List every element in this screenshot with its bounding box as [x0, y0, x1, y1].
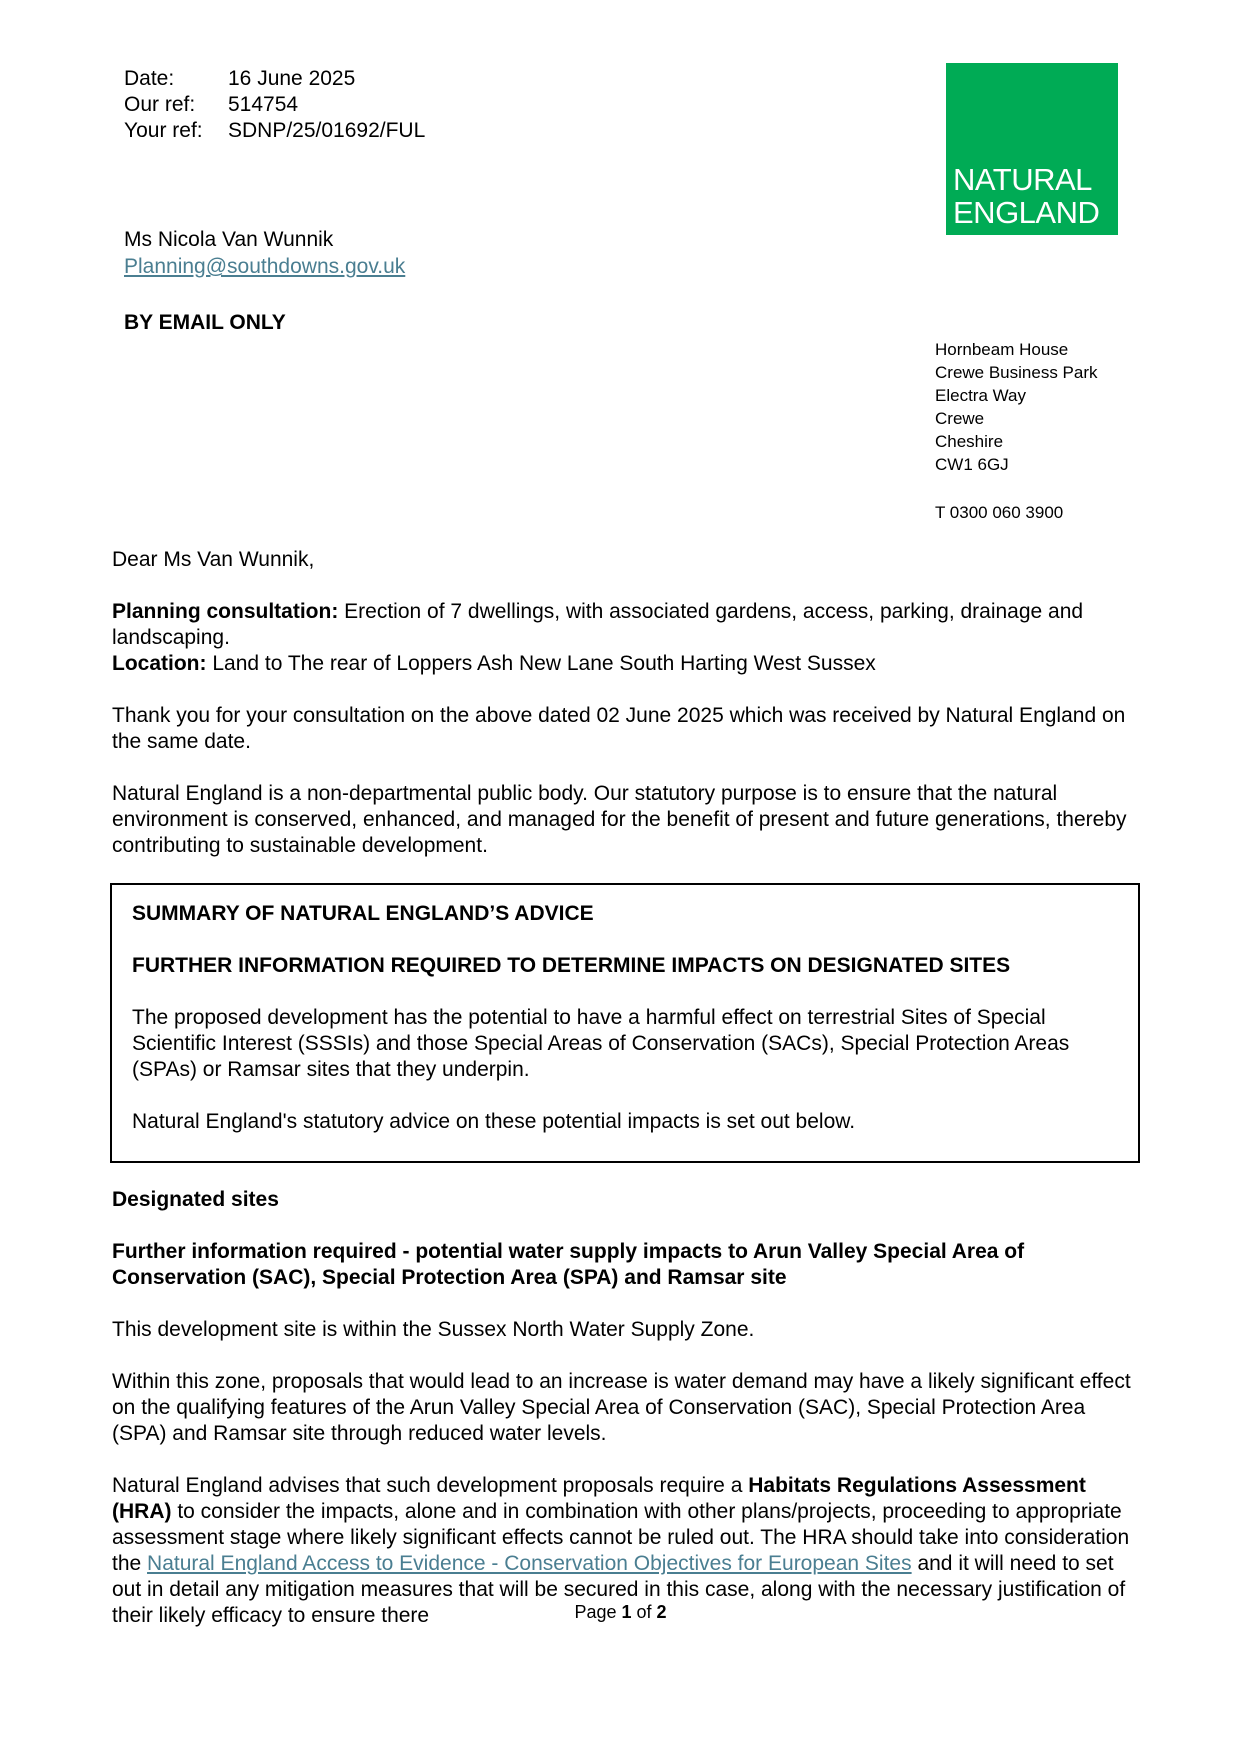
- our-ref-label: Our ref:: [124, 93, 196, 116]
- date-label: Date:: [124, 67, 175, 90]
- our-ref-value: 514754: [228, 93, 299, 116]
- summary-heading: SUMMARY OF NATURAL ENGLAND’S ADVICE: [132, 902, 594, 925]
- summary-subheading: FURTHER INFORMATION REQUIRED TO DETERMINE IMPACTS ON DESIGNATED SITES: [132, 954, 1011, 977]
- page-footer: [0, 1600, 1241, 1624]
- within-zone-paragraph: Within this zone, proposals that would lead to an increase is water demand may have a likely significant effect on the qualifying features of the Arun Valley Special Area of Conservation (SAC), Special Protection Area (SPA) and Ramsar site through reduced water levels.: [112, 1370, 1131, 1445]
- footer-page-prefix: Page: [574, 1602, 622, 1622]
- thanks-paragraph: Thank you for your consultation on the above dated 02 June 2025 which was received by Natural England on the same date.: [112, 704, 1126, 753]
- hra-text-2: to consider the impacts, alone and in combination with other plans/projects, proceeding to appropriate assessment stage where likely significant effects cannot be ruled out. The HRA should take into consideration the: [112, 1500, 1130, 1575]
- summary-advice-box: [110, 883, 1140, 1163]
- address-line: Crewe Business Park: [935, 363, 1098, 382]
- consultation-label: Planning consultation:: [112, 600, 339, 623]
- hra-text-3: and it will need to set out in detail any mitigation measures that will be secured in this case, along with the necessary justification of their likely efficacy to ensure there: [112, 1552, 1126, 1627]
- further-information-subheading: Further information required - potential water supply impacts to Arun Valley Special Area of Conservation (SAC), Special Protection Area (SPA) and Ramsar site: [112, 1240, 1025, 1289]
- footer-page-number: 1: [621, 1602, 632, 1622]
- logo-text-england: ENGLAND: [953, 195, 1100, 230]
- hra-bold-text: Habitats Regulations Assessment (HRA): [112, 1474, 1086, 1523]
- sender-phone: T 0300 060 3900: [935, 503, 1064, 522]
- recipient-email-link[interactable]: Planning@southdowns.gov.uk: [124, 255, 406, 278]
- recipient-name: Ms Nicola Van Wunnik: [124, 228, 334, 251]
- sender-address-block: [935, 338, 1098, 524]
- your-ref-value: SDNP/25/01692/FUL: [228, 119, 426, 142]
- consultation-text: Erection of 7 dwellings, with associated gardens, access, parking, drainage and landscaping.: [112, 600, 1084, 649]
- access-to-evidence-link[interactable]: Natural England Access to Evidence - Conservation Objectives for European Sites: [147, 1552, 912, 1575]
- address-line: Crewe: [935, 409, 985, 428]
- your-ref-label: Your ref:: [124, 119, 203, 142]
- purpose-paragraph: Natural England is a non-departmental public body. Our statutory purpose is to ensure that the natural environment is conserved, enhanced, and managed for the benefit of present and future generations, thereby contributing to sustainable development.: [112, 782, 1127, 857]
- location-text: Land to The rear of Loppers Ash New Lane South Harting West Sussex: [206, 652, 876, 675]
- designated-sites-heading: Designated sites: [112, 1188, 279, 1211]
- location-label: Location:: [112, 652, 207, 675]
- delivery-method: BY EMAIL ONLY: [124, 311, 286, 334]
- hra-text-1: Natural England advises that such development proposals require a: [112, 1474, 749, 1497]
- letter-body: [112, 547, 1142, 1655]
- date-value: 16 June 2025: [228, 67, 356, 90]
- salutation: Dear Ms Van Wunnik,: [112, 548, 315, 571]
- summary-paragraph-1: The proposed development has the potential to have a harmful effect on terrestrial Sites of Special Scientific Interest (SSSIs) and those Special Areas of Conservation (SACs), Special Protection Areas (SPAs) or Ramsar sites that they underpin.: [132, 1006, 1070, 1081]
- summary-paragraph-2: Natural England's statutory advice on these potential impacts is set out below.: [132, 1110, 856, 1133]
- consultation-paragraph: [112, 599, 1142, 677]
- supply-zone-paragraph: This development site is within the Sussex North Water Supply Zone.: [112, 1318, 755, 1341]
- footer-total-pages: 2: [656, 1602, 667, 1622]
- recipient-block: [124, 226, 405, 280]
- address-line: CW1 6GJ: [935, 455, 1009, 474]
- reference-block: [124, 66, 425, 144]
- address-line: Cheshire: [935, 432, 1004, 451]
- address-line: Electra Way: [935, 386, 1027, 405]
- natural-england-logo: [946, 63, 1118, 235]
- address-line: Hornbeam House: [935, 340, 1069, 359]
- logo-text-natural: NATURAL: [953, 162, 1092, 197]
- footer-of-text: of: [631, 1602, 657, 1622]
